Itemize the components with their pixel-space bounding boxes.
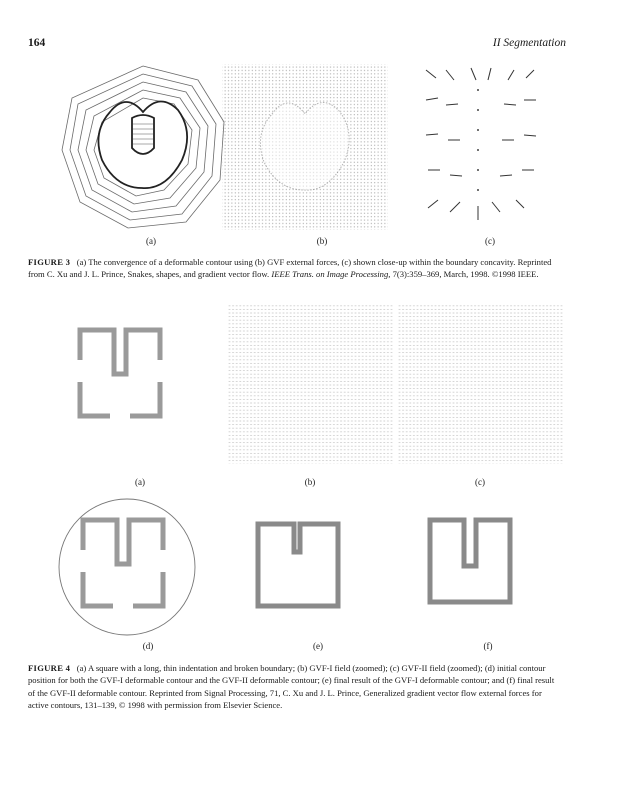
fig3-label-a: (a)	[146, 236, 156, 246]
fig3-label-c: (c)	[485, 236, 495, 246]
fig3-caption-text: (a) The convergence of a deformable contour using (b) GVF external forces, (c) shown close-up within the boundary concavity. Reprinted from C. Xu and J. L. Prince, Snakes, shapes, and gradient vector flow.	[28, 257, 552, 280]
vector-arrow	[488, 68, 491, 80]
gvf2-field	[398, 304, 564, 464]
vector-arrow	[516, 200, 524, 208]
vector-arrow	[500, 175, 512, 176]
fig4-panel-b	[228, 304, 394, 464]
broken-square	[133, 572, 163, 606]
broken-square	[83, 572, 113, 606]
fig4-panel-e	[248, 512, 358, 622]
contour-ring	[70, 74, 216, 220]
running-head: II Segmentation	[492, 37, 566, 49]
gvf1-field	[228, 304, 394, 464]
vector-arrow	[426, 98, 438, 100]
page-number: 164	[28, 37, 46, 49]
broken-square	[130, 382, 160, 416]
fig4-caption-text: (a) A square with a long, thin indentation and broken boundary; (b) GVF-I field (zoomed); (c) GVF-II field (zoomed); (d) initial contour position for both the GVF-I deformable contour and the GVF-II deformable contour; (e) final result of the GVF-I deformable contour; and (f) final result of the GVF-II deformable contour. Reprinted from Signal Processing, 71, C. Xu and J. L. Prince, Generalized gradient vector flow external forces for active contours, 131–139, © 1998 with permission from Elsevier Science.	[28, 663, 555, 711]
gvf2-result	[430, 520, 510, 602]
fig3-label-b: (b)	[316, 236, 328, 246]
fig3-caption-text-b: 7(3):359–369, March, 1998. ©1998 IEEE.	[392, 269, 539, 280]
fig4-label-a: (a)	[135, 477, 145, 487]
broken-square	[80, 330, 160, 374]
contour-ring	[78, 82, 208, 212]
fig3-panel-a	[58, 62, 228, 232]
vector-arrow	[526, 70, 534, 78]
object-boundary	[98, 101, 187, 188]
fig3-panel-c	[416, 60, 546, 230]
fig4-label-d: (d)	[142, 641, 154, 651]
vector-arrow	[446, 70, 454, 80]
fig4-panel-f	[420, 508, 530, 618]
broken-square	[83, 520, 163, 564]
fig3-caption-title: FIGURE 3	[28, 257, 71, 267]
fig4-label-b: (b)	[304, 477, 316, 487]
fig3-panel-b	[220, 62, 390, 232]
fig4-label-e: (e)	[313, 641, 323, 651]
fig4-caption-title: FIGURE 4	[28, 663, 71, 673]
vector-arrow	[426, 134, 438, 135]
vector-arrow	[446, 104, 458, 105]
vector-arrow	[492, 202, 500, 212]
vector-arrow	[508, 70, 514, 80]
contour-ring	[86, 90, 200, 204]
fig4-panel-c	[398, 304, 564, 464]
gvf1-result	[258, 524, 338, 606]
fig4-panel-d	[55, 498, 200, 636]
fig4-label-c: (c)	[475, 477, 485, 487]
fig3-caption-journal: IEEE Trans. on Image Processing,	[271, 269, 391, 280]
vector-arrow	[426, 70, 436, 78]
vector-arrow	[450, 202, 460, 212]
fig4-caption	[28, 662, 558, 712]
vector-arrow	[450, 175, 462, 176]
fig4-panel-a	[70, 320, 180, 430]
fig3-caption	[28, 256, 558, 281]
vector-arrow	[524, 135, 536, 136]
broken-square	[80, 382, 110, 416]
vector-arrow	[504, 104, 516, 105]
fig4-label-f: (f)	[483, 641, 493, 651]
vector-arrow	[471, 68, 476, 80]
vector-arrow	[428, 200, 438, 208]
